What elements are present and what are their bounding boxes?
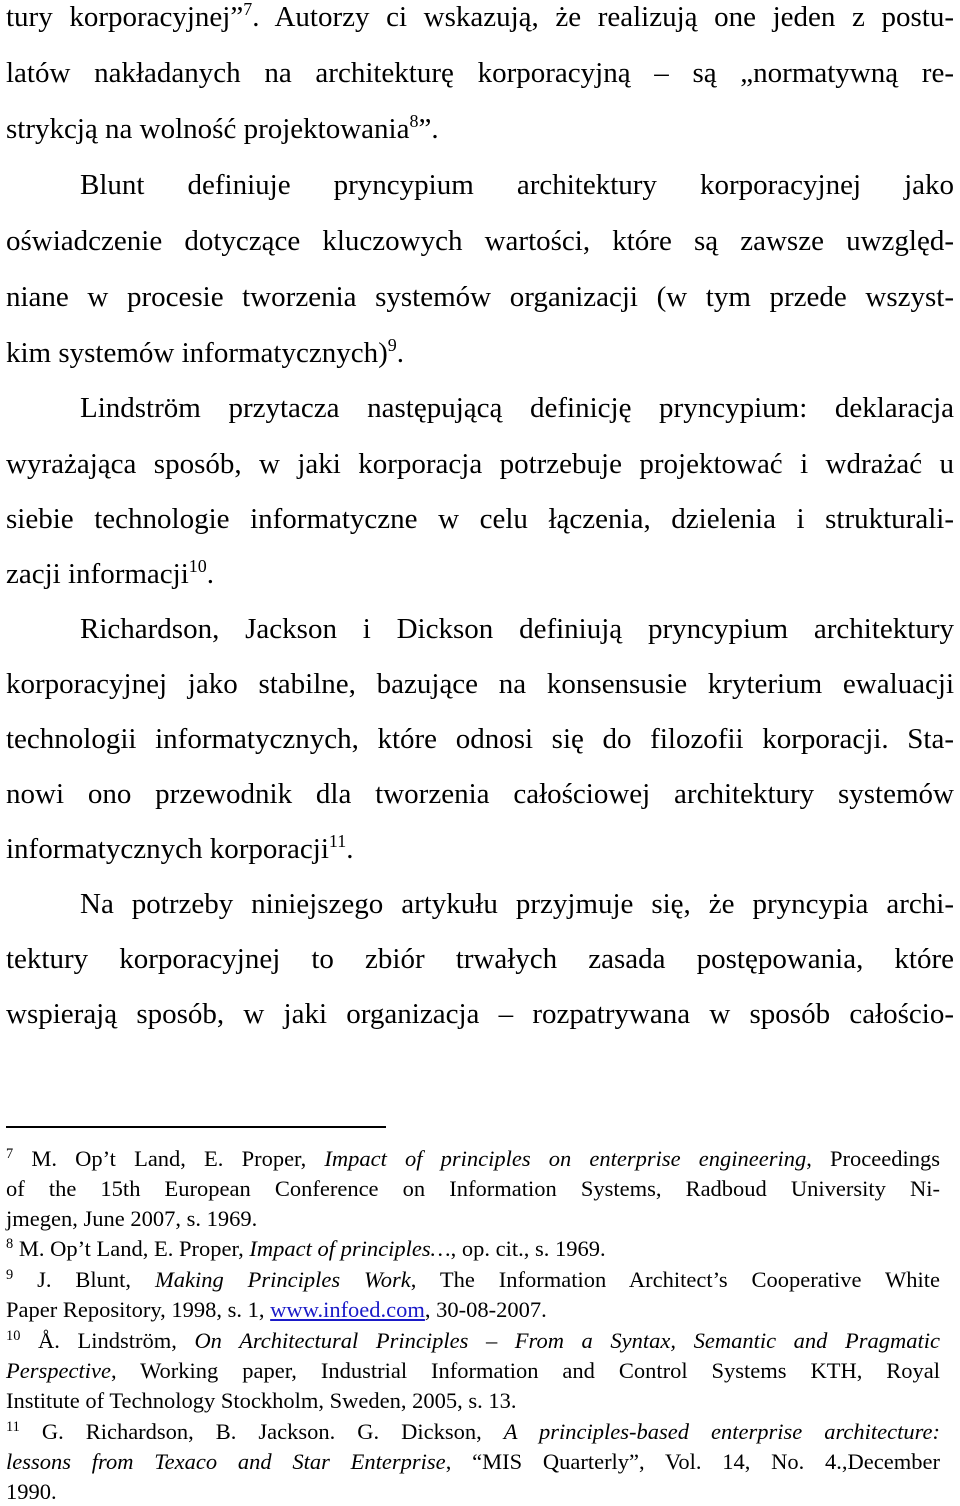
text-span: M. Op’t Land, E. Proper, [13, 1146, 325, 1171]
text-span: kim systemów informatycznych) [6, 337, 388, 369]
footnote-line: jmegen, June 2007, s. 1969. [6, 1206, 258, 1231]
text-span: J. Blunt, [13, 1267, 155, 1292]
text-span: strykcją na wolność projektowania [6, 113, 410, 145]
text-span: , The Information Architect’s Cooperative White [410, 1267, 940, 1292]
footnote-number: 11 [6, 1419, 20, 1436]
text-span: . [206, 558, 214, 590]
text-span: , Working paper, Industrial Information and Control Systems KTH, Royal [110, 1358, 940, 1383]
text-span: tury korporacyjnej” [6, 1, 244, 33]
cited-title: Impact of principles… [249, 1236, 451, 1261]
cited-title: Impact of principles on enterprise engineering [324, 1146, 807, 1171]
body-line [6, 112, 954, 146]
footnote-9 [6, 1267, 940, 1293]
body-line [6, 832, 954, 866]
infoed-link[interactable]: www.infoed.com [270, 1297, 425, 1322]
footnote-10 [6, 1328, 940, 1354]
footnote-line: Institute of Technology Stockholm, Sweden, 2005, s. 13. [6, 1388, 517, 1413]
footnote-line [6, 1358, 940, 1384]
footnote-ref-8[interactable]: 8 [409, 111, 419, 132]
footnote-line [6, 1449, 940, 1475]
body-line: korporacyjnej jako stabilne, bazujące na konsensusie kryterium ewaluacji [6, 668, 954, 700]
text-span: M. Op’t Land, E. Proper, [13, 1236, 250, 1261]
body-line: Lindström przytacza następującą definicję pryncypium: deklaracja [80, 392, 954, 424]
cited-title: A principles-based enterprise architecture: [503, 1419, 940, 1444]
footnote-ref-9[interactable]: 9 [387, 335, 397, 356]
footnote-ref-7[interactable]: 7 [243, 0, 253, 20]
body-line [6, 557, 954, 591]
body-line: niane w procesie tworzenia systemów organizacji (w tym przede wszyst- [6, 281, 954, 313]
footnote-8 [6, 1236, 940, 1262]
body-line: oświadczenie dotyczące kluczowych wartości, które są zawsze uwzględ- [6, 225, 954, 257]
body-line: wspierają sposób, w jaki organizacja – rozpatrywana w sposób całościo- [6, 998, 954, 1030]
cited-title: Making Principles Work [154, 1267, 411, 1292]
body-line [6, 0, 954, 34]
text-span: Å. Lindström, [20, 1328, 195, 1353]
text-span: ”. [418, 113, 439, 145]
footnote-number: 9 [6, 1267, 14, 1284]
footnote-line: of the 15th European Conference on Information Systems, Radboud University Ni- [6, 1176, 940, 1201]
footnote-7 [6, 1146, 940, 1172]
body-line: siebie technologie informatyczne w celu łączenia, dzielenia i strukturali- [6, 503, 954, 535]
body-line: latów nakładanych na architekturę korporacyjną – są „normatywną re- [6, 57, 954, 89]
text-span: , 30-08-2007. [424, 1297, 547, 1322]
body-line: technologii informatycznych, które odnosi się do filozofii korporacji. Sta- [6, 723, 954, 755]
text-span: G. Richardson, B. Jackson. G. Dickson, [19, 1419, 504, 1444]
footnote-ref-10[interactable]: 10 [188, 556, 207, 577]
body-line: Blunt definiuje pryncypium architektury korporacyjnej jako [80, 169, 954, 201]
text-span: informatycznych korporacji [6, 833, 329, 865]
footnote-line [6, 1297, 940, 1323]
footnote-number: 8 [6, 1236, 14, 1253]
text-span: . Autorzy ci wskazują, że realizują one jeden z postu- [252, 1, 954, 33]
text-span: , op. cit., s. 1969. [450, 1236, 606, 1261]
text-span: . [396, 337, 404, 369]
footnote-ref-11[interactable]: 11 [328, 831, 347, 852]
footnote-11 [6, 1419, 940, 1445]
cited-title: Perspective [6, 1358, 111, 1383]
footnote-separator [6, 1126, 386, 1128]
text-span: , Proceedings [806, 1146, 940, 1171]
cited-title: lessons from Texaco and Star Enterprise [6, 1449, 446, 1474]
cited-title: On Architectural Principles – From a Syntax, Semantic and Pragmatic [194, 1328, 941, 1353]
body-line: wyrażająca sposób, w jaki korporacja potrzebuje projektować i wdrażać u [6, 448, 954, 480]
body-line: nowi ono przewodnik dla tworzenia całościowej architektury systemów [6, 778, 954, 810]
footnote-number: 7 [6, 1146, 14, 1163]
body-line [6, 336, 954, 370]
text-span: , “MIS Quarterly”, Vol. 14, No. 4.,December [445, 1449, 940, 1474]
body-line: Richardson, Jackson i Dickson definiują pryncypium architektury [80, 613, 954, 645]
text-span: Paper Repository, 1998, s. 1, [6, 1297, 271, 1322]
footnote-line: 1990. [6, 1479, 57, 1504]
text-span: zacji informacji [6, 558, 189, 590]
body-line: Na potrzeby niniejszego artykułu przyjmuje się, że pryncypia archi- [80, 888, 954, 920]
text-span: . [346, 833, 354, 865]
footnote-number: 10 [6, 1328, 21, 1345]
body-line: tektury korporacyjnej to zbiór trwałych zasada postępowania, które [6, 943, 954, 975]
